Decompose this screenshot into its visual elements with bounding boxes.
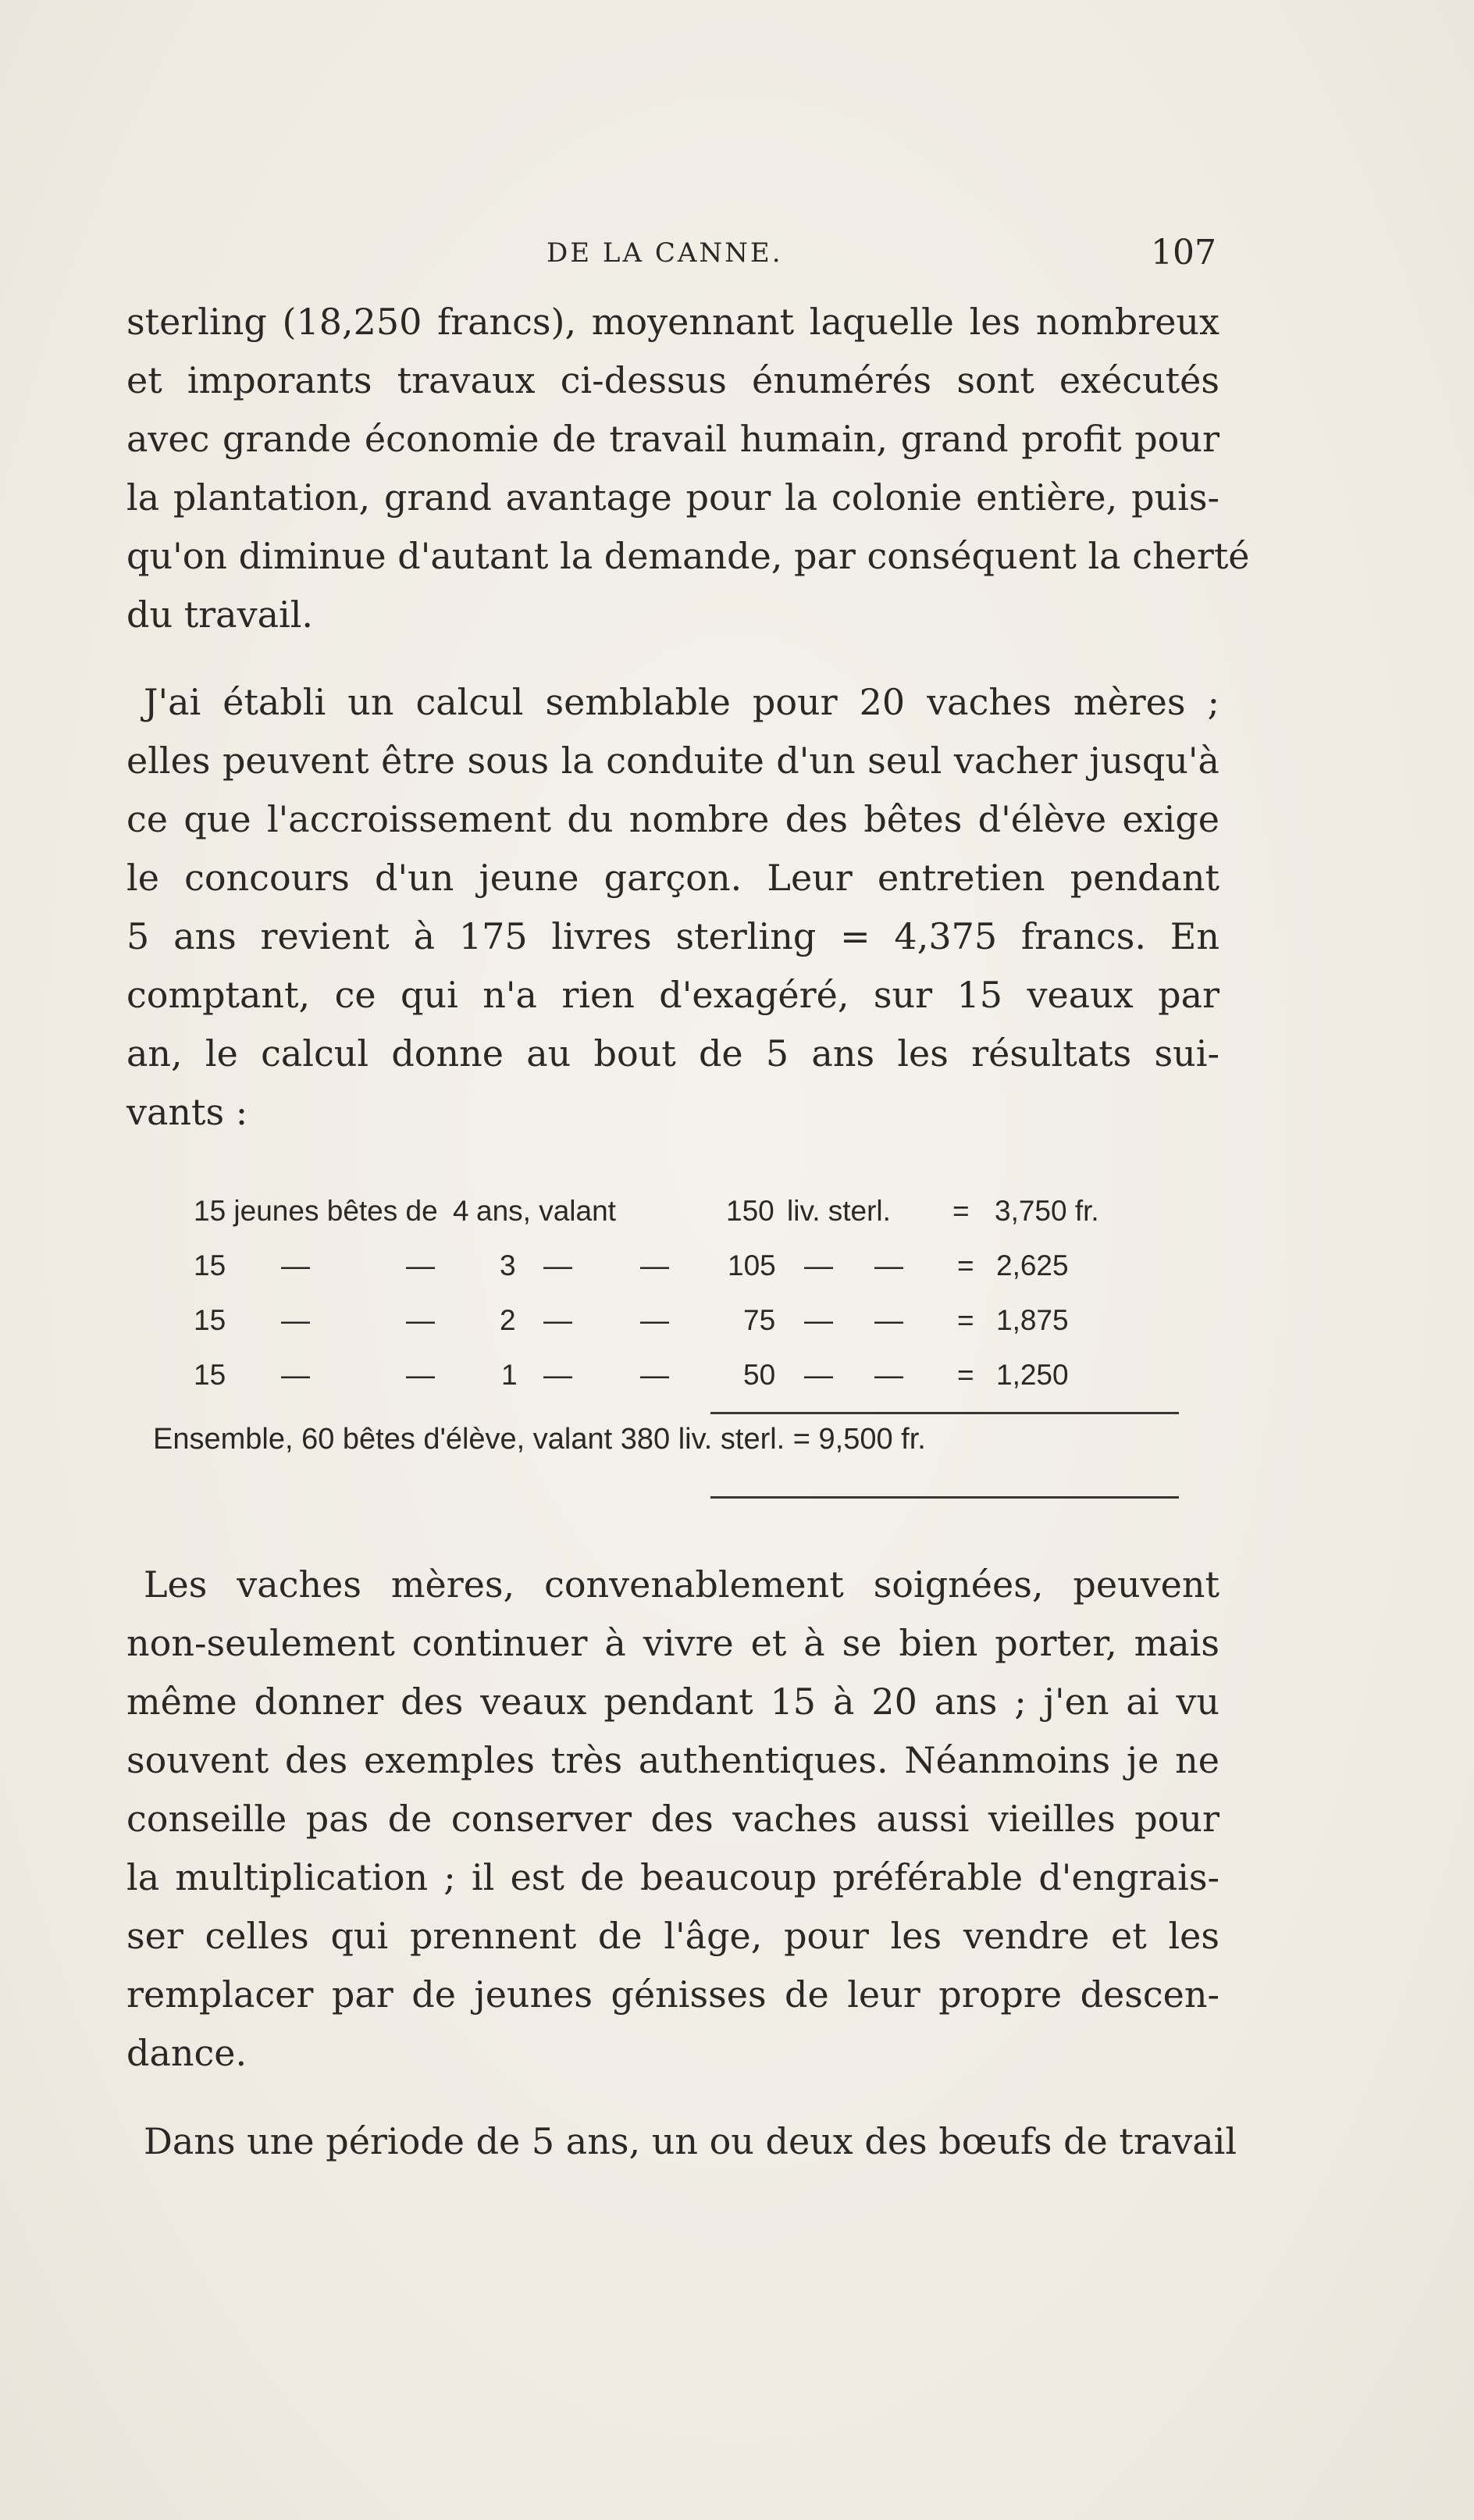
ditto-dash: — (804, 1249, 833, 1281)
calc-total: 3,750 fr. (995, 1195, 1099, 1227)
text-line: la plantation, grand avantage pour la colonie entière, puis- (126, 476, 1219, 519)
text-line: et imporants travaux ci-dessus énumérés sont exécutés (126, 359, 1219, 401)
calc-equals: = (957, 1249, 974, 1281)
text-line: 5 ans revient à 175 livres sterling = 4,375 francs. En (126, 915, 1219, 957)
ditto-dash: — (406, 1249, 435, 1281)
ditto-dash: — (281, 1359, 310, 1391)
text-line: ce que l'accroissement du nombre des bêtes d'élève exige (126, 798, 1219, 840)
text-line: le concours d'un jeune garçon. Leur entretien pendant (126, 857, 1219, 899)
sum-rule (710, 1412, 1179, 1414)
ditto-dash: — (874, 1359, 903, 1391)
ditto-dash: — (406, 1304, 435, 1336)
text-line: non-seulement continuer à vivre et à se bien porter, mais (126, 1622, 1219, 1664)
paragraph-4 (126, 2112, 1237, 2171)
running-head (0, 233, 1474, 280)
ditto-dash: — (804, 1359, 833, 1391)
calc-equals: = (957, 1359, 974, 1391)
text-line: elles peuvent être sous la conduite d'un seul vacher jusqu'à (126, 740, 1219, 782)
calc-row (156, 1242, 1234, 1296)
text-line: an, le calcul donne au bout de 5 ans les résultats sui- (126, 1032, 1219, 1075)
page-number: 107 (1151, 233, 1216, 273)
text-line: avec grande économie de travail humain, grand profit pour (126, 418, 1219, 460)
calc-value: 105 (728, 1249, 776, 1281)
calc-age: 2 (500, 1304, 516, 1336)
ditto-dash: — (640, 1304, 669, 1336)
text-line: ser celles qui prennent de l'âge, pour les vendre et les (126, 1915, 1219, 1957)
text-line: Dans une période de 5 ans, un ou deux des bœufs de travail (144, 2120, 1237, 2162)
ditto-dash: — (543, 1359, 572, 1391)
calc-row (156, 1296, 1234, 1351)
text-line: remplacer par de jeunes génisses de leur propre descen- (126, 1973, 1219, 2016)
text-line: la multiplication ; il est de beaucoup préférable d'engrais- (126, 1856, 1219, 1898)
ditto-dash: — (543, 1304, 572, 1336)
calc-currency: liv. sterl. (787, 1195, 891, 1227)
calc-age: 4 (453, 1195, 469, 1227)
calc-count: 15 (194, 1249, 226, 1281)
calc-summary: Ensemble, 60 bêtes d'élève, valant 380 liv. sterl. = 9,500 fr. (153, 1423, 926, 1456)
calc-total: 2,625 (996, 1249, 1069, 1281)
ditto-dash: — (281, 1304, 310, 1336)
calc-unit: ans, valant (476, 1195, 616, 1227)
calc-count: 15 jeunes bêtes de (194, 1195, 438, 1227)
text-line: comptant, ce qui n'a rien d'exagéré, sur 15 veaux par (126, 974, 1219, 1016)
calc-total: 1,875 (996, 1304, 1069, 1336)
calc-age: 1 (501, 1359, 518, 1391)
ditto-dash: — (804, 1304, 833, 1336)
ditto-dash: — (640, 1359, 669, 1391)
ditto-dash: — (640, 1249, 669, 1281)
text-line: J'ai établi un calcul semblable pour 20 vaches mères ; (144, 681, 1219, 723)
livestock-calculation (153, 1187, 1234, 1456)
calc-equals: = (957, 1304, 974, 1336)
calc-row (156, 1351, 1234, 1406)
ditto-dash: — (543, 1249, 572, 1281)
ditto-dash: — (281, 1249, 310, 1281)
text-line: qu'on diminue d'autant la demande, par conséquent la cherté (126, 535, 1250, 577)
text-line: dance. (126, 2032, 247, 2074)
calc-count: 15 (194, 1304, 226, 1336)
text-line: conseille pas de conserver des vaches aussi vieilles pour (126, 1798, 1219, 1840)
ditto-dash: — (874, 1304, 903, 1336)
calc-count: 15 (194, 1359, 226, 1391)
text-line: Les vaches mères, convenablement soignées, peuvent (144, 1563, 1219, 1606)
calc-total: 1,250 (996, 1359, 1069, 1391)
calc-equals: = (952, 1195, 970, 1227)
ditto-dash: — (406, 1359, 435, 1391)
text-line: vants : (126, 1091, 248, 1133)
summary-rule (710, 1496, 1179, 1499)
calc-value: 150 (726, 1195, 774, 1227)
ditto-dash: — (874, 1249, 903, 1281)
text-line: sterling (18,250 francs), moyennant laquelle les nombreux (126, 301, 1219, 343)
chapter-title: DE LA CANNE. (547, 237, 783, 269)
calc-value: 75 (743, 1304, 776, 1336)
paragraph-2 (126, 673, 1219, 1142)
paragraph-3 (126, 1556, 1219, 2083)
text-line: du travail. (126, 593, 314, 636)
text-line: souvent des exemples très authentiques. Néanmoins je ne (126, 1739, 1219, 1781)
calc-row (156, 1187, 1234, 1242)
paragraph-1 (126, 293, 1250, 644)
text-line: même donner des veaux pendant 15 à 20 ans ; j'en ai vu (126, 1681, 1219, 1723)
calc-age: 3 (500, 1249, 516, 1281)
calc-value: 50 (743, 1359, 776, 1391)
